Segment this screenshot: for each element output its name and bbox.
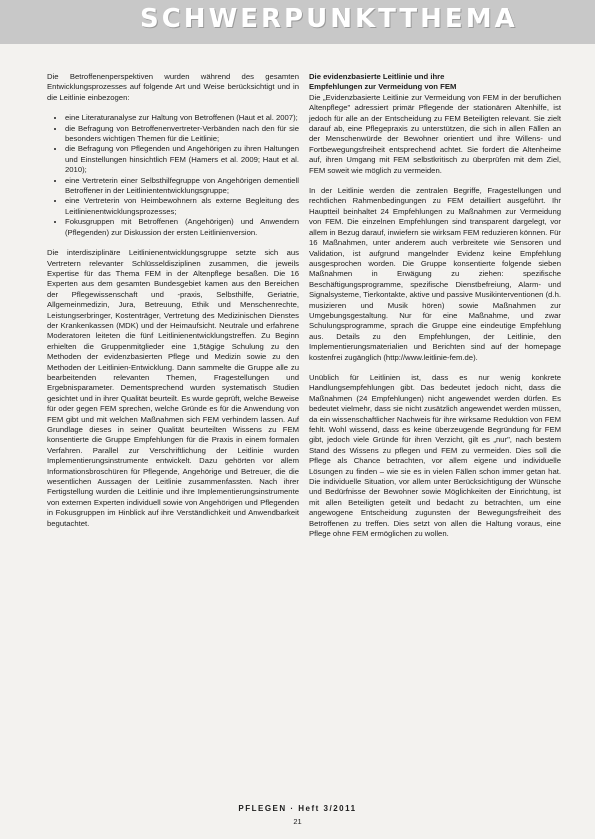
- body-paragraph: In der Leitlinie werden die zentralen Begriffe, Fragestellungen und rechtlichen Rahmenbedingungen zu FEM detailliert ausgeführt. Ihr Hauptteil beinhaltet 24 Empfehlungen zu Maßnahmen zur Vermeidung von FEM. Die einzelnen Empfehlungen sind transparent dargelegt, vor allem in Bezug darauf, inwiefern sie wirksam FEM reduzieren können. Für 16 Maßnahmen, unter anderem auch verbreitete wie Sensoren und Validation, ist aufgrund mangelnder Evidenz keine Empfehlung ausgesprochen worden. Die Gruppe konsentierte folgende sieben Maßnahmen in Erwägung zu ziehen: spezifische Beschäftigungsprogramme, spezifische Dienstbefreiung, Alarm- und Signalsysteme, Tierkontakte, aktive und passive Musikinterventionen (d.h. musizieren und Musik hören) sowie Maßnahmen zur Umgebungsgestaltung. Nur für eine Maßnahme, und zwar Schulungsprogramme, sprach die Gruppe eine eindeutige Empfehlung aus. Details zu den Empfehlungen, der Leitlinie, den Implementierungsmaterialien und Berichten sind auf der homepage kostenfrei zugänglich (http://www.leitlinie-fem.de).: [309, 186, 561, 362]
- right-column: [309, 72, 561, 549]
- list-item: • eine Vertreterin von Heimbewohnern als externe Begleitung des Leitlinienentwicklungsprozesses;: [65, 196, 299, 217]
- intro-paragraph: Die Betroffenenperspektiven wurden während des gesamten Entwicklungsprozesses auf folgende Art und Weise berücksichtigt und in die Leitlinie einbezogen:: [47, 72, 299, 102]
- page-number: 21: [293, 817, 302, 826]
- section-heading-line: Die evidenzbasierte Leitlinie und ihre: [309, 72, 445, 81]
- section-heading: [309, 72, 561, 93]
- list-item: • die Befragung von Betroffenenvertreter-Verbänden nach den für sie besonders wichtigen Themen für die Leitlinie;: [65, 124, 299, 145]
- journal-footer: PFLEGEN · Heft 3/2011: [238, 804, 357, 813]
- list-item: • eine Literaturanalyse zur Haltung von Betroffenen (Haut et al. 2007);: [65, 113, 299, 123]
- body-paragraph: Die „Evidenzbasierte Leitlinie zur Vermeidung von FEM in der beruflichen Altenpflege" adressiert primär Pflegende der stationären Altenhilfe, ist jedoch für alle an der Entscheidung zu FEM Beteiligten relevant. Sie zielt darauf ab, eine Pflegepraxis zu unterstützen, die sich in allen Fällen an der Menschenwürde der Bewohner orientiert und ihre Willens- und Fortbewegungsfreiheit entsprechend achtet. Sie fordert die Altenheime auf, ihren Umgang mit FEM selbstkritisch zu überprüfen mit dem Ziel, FEM soweit wie möglich zu vermeiden.: [309, 92, 561, 175]
- perspectives-list: [47, 113, 299, 238]
- list-item: • die Befragung von Pflegenden und Angehörigen zu ihren Haltungen und Einstellungen hinsichtlich FEM (Hamers et al. 2009; Haut et al. 2010);: [65, 144, 299, 175]
- section-title: SCHWERPUNKTTHEMA: [140, 4, 518, 34]
- list-item: • eine Vertreterin einer Selbsthilfegruppe von Angehörigen dementiell Betroffener in der Leitliniententwicklungsgruppe;: [65, 176, 299, 197]
- list-item: • Fokusgruppen mit Betroffenen (Angehörigen) und Anwendern (Pflegenden) zur Diskussion der ersten Leitlinienversion.: [65, 217, 299, 238]
- section-heading-line: Empfehlungen zur Vermeidung von FEM: [309, 82, 457, 92]
- body-paragraph: Unüblich für Leitlinien ist, dass es nur wenig konkrete Handlungsempfehlungen gibt. Das bedeutet jedoch nicht, dass die Maßnahmen (24 Empfehlungen) nicht angewendet werden dürfen. Es bedeutet vielmehr, dass sie nicht zusätzlich angewendet werden müssen, da ein wissenschaftlicher Nachweis für ihre wirksame Reduktion von FEM fehlt. Wohl wissend, dass es keine überzeugende Begründung für FEM gibt, jedoch viele Gründe für ihren Verzicht, gilt es „nur", nach bestem Stand des Wissens zu pflegen und FEM zu vermeiden. Dies soll die Pflege als Chance betrachten, vor allem eigene und individuelle Lösungen zu finden – wie sie es in vielen Fällen schon immer getan hat. Die individuelle Situation, vor allem unter Berücksichtigung der Wünsche und Bedürfnisse der Bewohner sowie Möglichkeiten der Einrichtung, ist mit allen Beteiligten geteilt und bedacht zu betrachten, um eine angewogene Entscheidung zugunsten der Bewegungsfreiheit des Betroffenen zu treffen. Dies setzt von allen die Haltung voraus, eine Pflege ohne FEM ermöglichen zu wollen.: [309, 372, 561, 539]
- header-band: [0, 0, 595, 44]
- left-column: [47, 72, 299, 539]
- body-paragraph: Die interdisziplinäre Leitlinienentwicklungsgruppe setzte sich aus Vertretern relevanter Schlüsseldisziplinen zusammen, die jeweils Expertise für das Thema FEM in der Altenpflege besaßen. Die 16 Experten aus dem gesamten Bundesgebiet kamen aus den Bereichen der Pflegewissenschaft und -praxis, Selbsthilfe, Geriatrie, Allgemeinmedizin, Jura, Betreuung, Ethik und Menschenrechte, Leistungserbringer, Kostenträger, Vertretung des Medizinischen Dienstes der Krankenkassen (MDK) und der Heimaufsicht. Neutrale und erfahrene Moderatoren leiteten die fünf Leitlinienentwicklungstreffen. Zu Beginn erhielten die Gruppenmitglieder eine 1,5tägige Schulung zu den Methoden der evidenzbasierten Pflege und Medizin sowie zu den Methoden der Leitlinien-Entwicklung. Dann sammelte die Gruppe alle zu bearbeitenden relevanten Themen, Fragestellungen und Ergebnisparameter. Dementsprechend wurden systematisch Studien gesichtet und in ihrer Qualität beurteilt. Es wurde geprüft, welche Beweise für oder gegen FEM sprechen, welche Gründe es für die Anwendung von FEM gibt und mit welchen Maßnahmen sich FEM verhindern lassen. Auf Grundlage dieses in seiner Qualität beurteilten Wissens zu FEM konsentierte die Gruppe Empfehlungen für die Praxis in einem formalen Verfahren. Parallel zur Verschriftlichung der Leitlinie wurden Implementierungsinstrumente entwickelt. Dazu gehörten vor allem Informationsbroschüren für Pflegende, Angehörige und Betreuer, die die wesentlichen Aussagen der Leitlinie zusammenfassten. Nach ihrer Fertigstellung wurden die Leitlinie und ihre Implementierungsinstrumente von externen Experten individuell sowie von Angehörigen und Pflegenden in Fokusgruppen im Hinblick auf ihre Verständlichkeit und Anwendbarkeit begutachtet.: [47, 248, 299, 528]
